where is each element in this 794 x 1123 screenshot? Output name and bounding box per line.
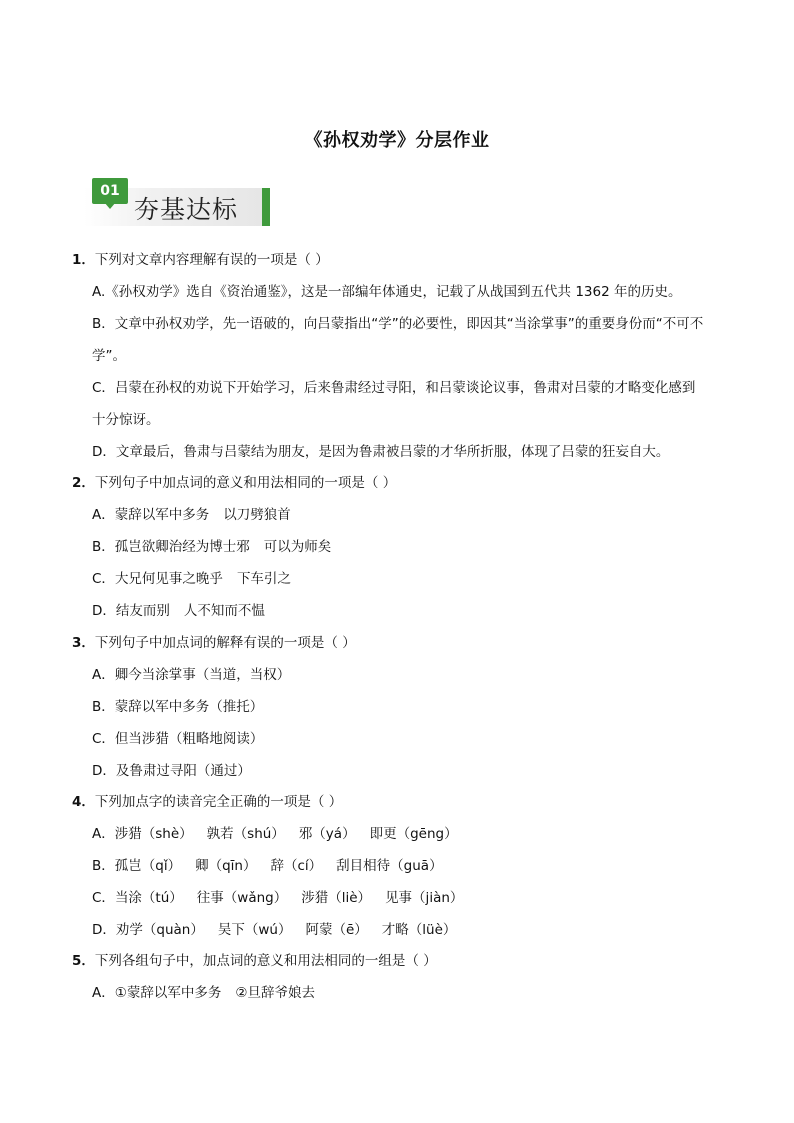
q1-option-b-line1: B．文章中孙权劝学，先一语破的，向吕蒙指出“学”的必要性，即因其“当涂掌事”的重要身份而“不可不	[92, 316, 704, 332]
question-number: 5．	[72, 953, 95, 969]
question-stem: 下列加点字的读音完全正确的一项是（ ）	[94, 794, 343, 810]
section-heading: 夯基达标	[134, 195, 239, 224]
option-item: 刮目相待（guā）	[336, 858, 443, 874]
option-item: 卿（qīn）	[195, 858, 257, 874]
option-sentence: 以刀劈狼首	[223, 507, 291, 523]
option-item: 劝学（quàn）	[115, 922, 204, 938]
q1-option-c-line2: 十分惊讶。	[92, 412, 160, 428]
section-badge-bar	[262, 188, 270, 226]
q2-option-c	[92, 569, 291, 589]
option-label: C．	[92, 890, 115, 906]
option-item: 辞（cí）	[270, 858, 323, 874]
option-item: 当涂（tú）	[114, 890, 183, 906]
option-sentence: 结友而别	[115, 603, 170, 619]
option-item: 阿蒙（ē）	[305, 922, 368, 938]
option-sentence: 可以为师矣	[263, 539, 332, 555]
option-sentence: 下车引之	[236, 571, 291, 587]
question-number: 2．	[72, 475, 95, 491]
option-item: 孰若（shú）	[206, 826, 285, 842]
question-number: 4．	[72, 794, 95, 810]
question-stem: 下列句子中加点词的意义和用法相同的一项是（ ）	[94, 475, 397, 491]
question-stem: 下列句子中加点词的解释有误的一项是（ ）	[94, 635, 356, 651]
q2-option-a	[92, 505, 291, 525]
q4-option-b	[92, 856, 443, 876]
option-item: 即更（gēng）	[369, 826, 458, 842]
option-sentence: 孤岂欲卿治经为博士邪	[114, 539, 250, 555]
question-4	[72, 792, 342, 812]
question-number: 1．	[72, 252, 95, 268]
q3-option-a: A．卿今当涂掌事（当道，当权）	[92, 667, 291, 683]
q2-option-b	[92, 537, 331, 557]
section-badge	[84, 174, 272, 228]
option-sentence: 人不知而不愠	[183, 603, 265, 619]
q1-option-a: A.《孙权劝学》选自《资治通鉴》，这是一部编年体通史，记载了从战国到五代共 1362 年的历史。	[92, 284, 682, 300]
option-label: D．	[92, 603, 116, 619]
option-label: A．	[92, 985, 115, 1001]
q3-option-c: C．但当涉猎（粗略地阅读）	[92, 731, 264, 747]
section-number-tag: 01	[92, 178, 128, 204]
option-label: B．	[92, 539, 115, 555]
option-item: 孤岂（qǐ）	[114, 858, 182, 874]
option-label: A．	[92, 826, 115, 842]
option-sentence: 蒙辞以军中多务	[114, 507, 210, 523]
q3-option-b: B．蒙辞以军中多务（推托）	[92, 699, 264, 715]
option-sentence: ①蒙辞以军中多务	[114, 985, 222, 1001]
page-title: 《孙权劝学》分层作业	[304, 130, 490, 151]
option-label: A．	[92, 507, 115, 523]
option-item: 才略（lüè）	[381, 922, 457, 938]
option-sentence: 大兄何见事之晚乎	[114, 571, 223, 587]
question-stem: 下列各组句子中，加点词的意义和用法相同的一组是（ ）	[94, 953, 437, 969]
question-1	[72, 250, 329, 270]
q1-option-d: D．文章最后，鲁肃与吕蒙结为朋友，是因为鲁肃被吕蒙的才华所折服，体现了吕蒙的狂妄自大。	[92, 444, 670, 460]
option-item: 涉猎（liè）	[301, 890, 372, 906]
option-item: 邪（yá）	[298, 826, 356, 842]
q1-option-b-line2: 学”。	[92, 348, 126, 364]
q4-option-a	[92, 824, 458, 844]
question-stem: 下列对文章内容理解有误的一项是（ ）	[94, 252, 329, 268]
q5-option-a	[92, 983, 315, 1003]
question-3	[72, 633, 356, 653]
option-label: C．	[92, 571, 115, 587]
option-sentence: ②旦辞爷娘去	[235, 985, 315, 1001]
q3-option-d: D．及鲁肃过寻阳（通过）	[92, 763, 251, 779]
speech-bubble-tail-icon	[104, 202, 116, 209]
question-number: 3．	[72, 635, 95, 651]
question-5	[72, 951, 437, 971]
q1-option-c-line1: C．吕蒙在孙权的劝说下开始学习，后来鲁肃经过寻阳，和吕蒙谈论议事，鲁肃对吕蒙的才略变化感到	[92, 380, 696, 396]
option-label: B．	[92, 858, 115, 874]
option-item: 涉猎（shè）	[114, 826, 193, 842]
q2-option-d	[92, 601, 265, 621]
question-2	[72, 473, 396, 493]
option-item: 往事（wǎng）	[196, 890, 288, 906]
option-item: 见事（jiàn）	[385, 890, 464, 906]
option-label: D．	[92, 922, 116, 938]
q4-option-c	[92, 888, 463, 908]
q4-option-d	[92, 920, 456, 940]
option-item: 吴下（wú）	[217, 922, 292, 938]
